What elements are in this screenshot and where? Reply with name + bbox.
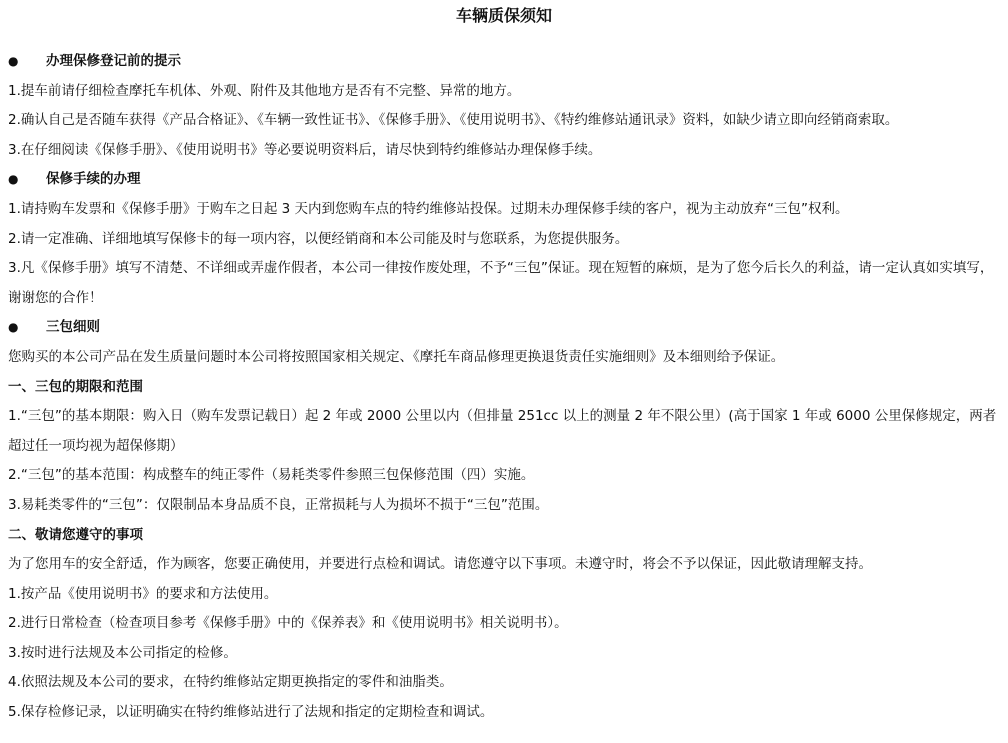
paragraph-line: 1.按产品《使用说明书》的要求和方法使用。 bbox=[8, 585, 278, 602]
paragraph-line: 1.请持购车发票和《保修手册》于购车之日起 3 天内到您购车点的特约维修站投保。过期未办理保修手续的客户，视为主动放弃“三包”权利。 bbox=[8, 200, 849, 217]
bullet-icon: ● bbox=[8, 54, 19, 68]
paragraph-line: 1.提车前请仔细检查摩托车机体、外观、附件及其他地方是否有不完整、异常的地方。 bbox=[8, 82, 521, 99]
paragraph-line: 2.确认自己是否随车获得《产品合格证》、《车辆一致性证书》、《保修手册》、《使用说明书》、《特约维修站通讯录》资料，如缺少请立即向经销商索取。 bbox=[8, 112, 899, 129]
paragraph-line: 3.按时进行法规及本公司指定的检修。 bbox=[8, 644, 237, 661]
paragraph-line: 3.凡《保修手册》填写不清楚、不详细或弄虚作假者，本公司一律按作废处理，不予“三包”保证。现在短暂的麻烦，是为了您今后长久的利益，请一定认真如实填写，谢谢您的合作！ bbox=[8, 260, 994, 306]
bullet-icon: ● bbox=[8, 172, 19, 187]
paragraph-line: 2.“三包”的基本范围：构成整车的纯正零件（易耗类零件参照三包保修范围（四）实施。 bbox=[8, 467, 535, 484]
document-title: 车辆质保须知 bbox=[455, 6, 552, 25]
paragraph-line: 3.在仔细阅读《保修手册》、《使用说明书》等必要说明资料后，请尽快到特约维修站办理保修手续。 bbox=[8, 141, 602, 158]
subsection-heading-obligations: 二、敬请您遵守的事项 bbox=[8, 526, 143, 543]
paragraph-line: 3.易耗类零件的“三包”：仅限制品本身品质不良，正常损耗与人为损坏不损于“三包”范围。 bbox=[8, 496, 549, 513]
bullet-icon: ● bbox=[8, 320, 19, 335]
paragraph-line: 为了您用车的安全舒适，作为顾客，您要正确使用，并要进行点检和调试。请您遵守以下事项。未遵守时，将会不予以保证，因此敬请理解支持。 bbox=[8, 556, 872, 573]
section-heading-prerequisites bbox=[8, 47, 1000, 77]
section-heading-text: 三包细则 bbox=[46, 319, 100, 336]
paragraph-line: 2.进行日常检查（检查项目参考《保修手册》中的《保养表》和《使用说明书》相关说明书）。 bbox=[8, 615, 568, 632]
spacer bbox=[8, 40, 1000, 47]
section-heading-procedure bbox=[8, 165, 1000, 195]
subsection-heading-period: 一、三包的期限和范围 bbox=[8, 378, 143, 395]
section-heading-text: 办理保修登记前的提示 bbox=[46, 53, 181, 69]
paragraph-line: 1.“三包”的基本期限：购入日（购车发票记载日）起 2 年或 2000 公里以内（但排量 251cc 以上的测量 2 年不限公里）(高于国家 1 年或 6000 公里保修规定，两者超过任一项均视为超保修期） bbox=[8, 408, 997, 454]
paragraph-line: 2.请一定准确、详细地填写保修卡的每一项内容，以便经销商和本公司能及时与您联系，为您提供服务。 bbox=[8, 230, 629, 247]
section-heading-rules bbox=[8, 313, 1000, 343]
paragraph-line: 4.依照法规及本公司的要求，在特约维修站定期更换指定的零件和油脂类。 bbox=[8, 674, 453, 691]
paragraph-line: 5.保存检修记录，以证明确实在特约维修站进行了法规和指定的定期检查和调试。 bbox=[8, 704, 494, 721]
paragraph-line: 您购买的本公司产品在发生质量问题时本公司将按照国家相关规定、《摩托车商品修理更换退货责任实施细则》及本细则给予保证。 bbox=[8, 348, 785, 365]
section-heading-text: 保修手续的办理 bbox=[46, 171, 141, 188]
